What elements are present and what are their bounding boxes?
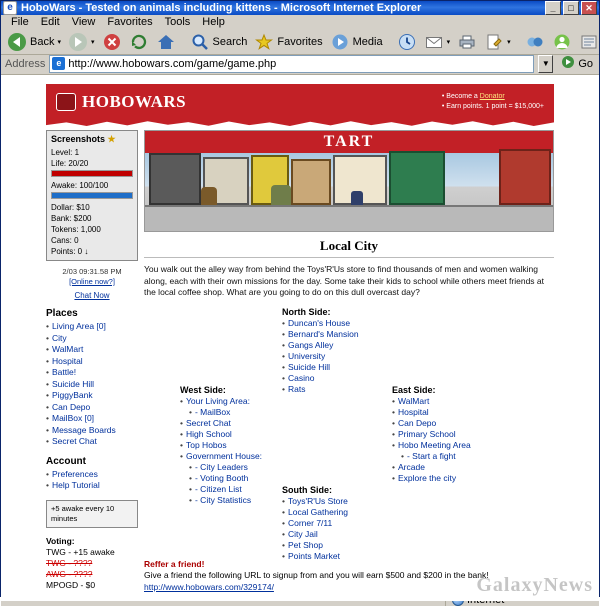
stat-bank: Bank: $200: [51, 214, 92, 223]
stat-tokens: Tokens: 1,000: [51, 225, 101, 234]
banner-promo-line2: • Earn points. 1 point = $15,000+: [441, 103, 544, 110]
building-green: [389, 151, 445, 205]
menu-item-tools[interactable]: Tools: [164, 16, 191, 28]
building-left: [149, 153, 201, 205]
page-content: [46, 130, 554, 593]
zone-link-explore-the-city[interactable]: • Explore the city: [392, 473, 512, 484]
forward-button[interactable]: [65, 30, 98, 54]
online-now-link[interactable]: [Online now?]: [69, 277, 115, 286]
sidebar-item-walmart[interactable]: • WalMart: [46, 344, 138, 356]
address-input[interactable]: [49, 55, 534, 73]
chat-now-link[interactable]: Chat Now: [74, 291, 110, 300]
menu-bar: [1, 15, 599, 30]
banner-promo-pre: • Become a: [441, 93, 478, 100]
zone-link-hospital[interactable]: • Hospital: [392, 407, 512, 418]
places-header: Places: [46, 308, 78, 319]
main-area: [144, 130, 554, 593]
screenshots-header[interactable]: [51, 134, 133, 145]
zone-link-points-market[interactable]: • Points Market: [282, 551, 402, 562]
stat-points: Points: 0 ↓: [51, 247, 89, 256]
forward-chevron-icon[interactable]: ▾: [90, 39, 95, 46]
title-bar: [1, 1, 599, 15]
history-icon: [397, 32, 417, 52]
refresh-icon: [129, 32, 149, 52]
zone-north-header: North Side:: [282, 306, 331, 317]
stat-dollar: Dollar: $10: [51, 203, 90, 212]
sidebar-item-help-tutorial[interactable]: • Help Tutorial: [46, 480, 138, 492]
city-image-banner-text: TART: [145, 131, 553, 153]
minimize-button[interactable]: _: [545, 1, 561, 15]
life-bar: [51, 170, 133, 177]
address-bar: [1, 55, 599, 75]
zone-link-university[interactable]: • University: [282, 351, 402, 362]
sidebar-item-piggybank[interactable]: • PiggyBank: [46, 390, 138, 402]
edit-button[interactable]: [481, 30, 514, 54]
media-button[interactable]: [327, 30, 386, 54]
divider: [144, 257, 554, 258]
star-icon: ★: [107, 134, 116, 144]
back-label: Back: [30, 36, 55, 48]
zone-link-corner-711[interactable]: • Corner 7/11: [282, 518, 402, 529]
page-viewport: [1, 75, 599, 596]
building-tan: [291, 159, 331, 205]
zone-link-casino[interactable]: • Casino: [282, 373, 402, 384]
awake-bar: [51, 192, 133, 199]
voting-item-twg-awake[interactable]: TWG - +15 awake: [46, 546, 115, 557]
refer-url-link[interactable]: http://www.hobowars.com/329174/: [144, 581, 274, 592]
forward-arrow-icon: [68, 32, 88, 52]
zone-east: [392, 385, 512, 484]
zone-link-toysrus-store[interactable]: • Toys'R'Us Store: [282, 496, 402, 507]
messenger-icon: [552, 32, 572, 52]
print-button[interactable]: [454, 30, 480, 54]
stop-icon: [102, 32, 122, 52]
sidebar-item-city[interactable]: • City: [46, 333, 138, 345]
back-arrow-icon: [7, 32, 27, 52]
zone-link-mailbox[interactable]: • - MailBox: [180, 407, 300, 418]
zone-link-secret-chat[interactable]: • Secret Chat: [180, 418, 300, 429]
page-icon: e: [52, 57, 65, 70]
zone-south: [282, 485, 402, 562]
search-icon: [190, 32, 210, 52]
zone-link-duncans-house[interactable]: • Duncan's House: [282, 318, 402, 329]
zone-link-high-school[interactable]: • High School: [180, 429, 300, 440]
zone-link-citizen-list[interactable]: • - Citizen List: [180, 484, 300, 495]
sidebar: [46, 130, 138, 593]
zone-link-city-jail[interactable]: • City Jail: [282, 529, 402, 540]
address-label: Address: [5, 57, 46, 70]
go-button[interactable]: [557, 55, 597, 72]
ie-icon: e: [3, 1, 17, 15]
level-label: Level: 1: [51, 148, 80, 157]
address-url: http://www.hobowars.com/game/game.php: [68, 57, 277, 70]
site-banner: [46, 84, 554, 120]
zone-link-pet-shop[interactable]: • Pet Shop: [282, 540, 402, 551]
edit-icon: [484, 32, 504, 52]
maximize-button[interactable]: □: [563, 1, 579, 15]
account-header: Account: [46, 455, 86, 467]
voting-section: [46, 536, 138, 591]
toolbar: [1, 30, 599, 55]
zone-link-government-house[interactable]: • Government House:: [180, 451, 300, 462]
life-label: Life: 20/20: [51, 159, 89, 168]
discuss-icon: [525, 32, 545, 52]
zone-south-list: [282, 496, 402, 562]
home-icon: [156, 32, 176, 52]
sidebar-item-living-area[interactable]: • Living Area [0]: [46, 321, 138, 333]
research-button[interactable]: [576, 30, 602, 54]
zone-north: [282, 307, 402, 395]
media-icon: [330, 32, 350, 52]
screenshots-label: Screenshots: [51, 134, 106, 144]
sidebar-item-can-depo[interactable]: • Can Depo: [46, 402, 138, 414]
back-button[interactable]: [4, 30, 64, 54]
sidebar-item-secret-chat[interactable]: • Secret Chat: [46, 436, 138, 448]
banner-torn-edge: [46, 120, 554, 126]
city-image: [144, 130, 554, 232]
sidebar-item-hospital[interactable]: • Hospital: [46, 356, 138, 368]
zone-link-suicide-hill[interactable]: • Suicide Hill: [282, 362, 402, 373]
zone-link-bernards-mansion[interactable]: • Bernard's Mansion: [282, 329, 402, 340]
menu-item-file[interactable]: File: [11, 16, 29, 28]
zone-link-top-hobos[interactable]: • Top Hobos: [180, 440, 300, 451]
stat-cans: Cans: 0: [51, 236, 79, 245]
hobowars-page: [1, 84, 599, 601]
zone-link-local-gathering[interactable]: • Local Gathering: [282, 507, 402, 518]
awake-label: Awake: 100/100: [51, 181, 109, 190]
site-logo[interactable]: [56, 92, 186, 112]
search-button[interactable]: [187, 30, 251, 54]
menu-item-edit[interactable]: Edit: [40, 16, 60, 28]
window-controls: [545, 1, 597, 15]
back-chevron-icon[interactable]: ▾: [57, 39, 61, 46]
home-button[interactable]: [153, 30, 179, 54]
zone-west-header: West Side:: [180, 384, 226, 395]
building-red: [499, 149, 551, 205]
donator-link[interactable]: Donator: [479, 93, 505, 100]
sidebar-item-battle[interactable]: • Battle!: [46, 367, 138, 379]
sidebar-item-suicide-hill[interactable]: • Suicide Hill: [46, 379, 138, 391]
zone-link-start-a-fight[interactable]: • - Start a fight: [392, 451, 512, 462]
mail-button[interactable]: [421, 30, 454, 54]
go-label: Go: [578, 57, 593, 70]
account-list: [46, 469, 138, 492]
voting-item-twg[interactable]: TWG - ????: [46, 557, 93, 568]
star-icon: [254, 32, 274, 52]
city-title: Local City: [319, 238, 379, 253]
sidebar-item-preferences[interactable]: • Preferences: [46, 469, 138, 481]
watermark: GalaxyNews: [476, 574, 593, 596]
zone-link-walmart[interactable]: • WalMart: [392, 396, 512, 407]
stop-button[interactable]: [99, 30, 125, 54]
city-description: You walk out the alley way from behind the Toys'R'Us store to find thousands of men and women walking along, each with their own missions for the day. Some take their kids to school while others meet friends at the local coffee shop. What are you going to do on this dull overcast day?: [144, 264, 545, 297]
zone-north-list: [282, 318, 402, 395]
research-icon: [579, 32, 599, 52]
mail-icon: [424, 32, 444, 52]
menu-item-help[interactable]: Help: [202, 16, 225, 28]
address-dropdown-button[interactable]: ▼: [538, 55, 553, 73]
close-button[interactable]: ✕: [581, 1, 597, 15]
refer-header: Reffer a friend!: [144, 558, 205, 569]
city-road: [145, 205, 553, 231]
voting-header: Voting:: [46, 535, 75, 546]
places-list: [46, 321, 138, 448]
messenger-button[interactable]: [549, 30, 575, 54]
zone-link-arcade[interactable]: • Arcade: [392, 462, 512, 473]
server-time: [46, 267, 138, 287]
player-stats-panel: [46, 130, 138, 261]
zone-link-can-depo[interactable]: • Can Depo: [392, 418, 512, 429]
banner-promo-line1: [442, 92, 544, 102]
voting-item-mpogd[interactable]: MPOGD - $0: [46, 579, 96, 590]
timestamp-value: 2/03 09:31.58 PM: [62, 267, 122, 276]
print-icon: [457, 32, 477, 52]
favorites-label: Favorites: [277, 36, 323, 48]
zone-link-primary-school[interactable]: • Primary School: [392, 429, 512, 440]
zone-link-hobo-meeting-area[interactable]: • Hobo Meeting Area: [392, 440, 512, 451]
go-arrow-icon: [561, 55, 575, 72]
zone-south-header: South Side:: [282, 484, 332, 495]
search-label: Search: [212, 36, 248, 48]
history-button[interactable]: [394, 30, 420, 54]
banner-promo: [442, 92, 544, 112]
zone-link-city-leaders[interactable]: • - City Leaders: [180, 462, 300, 473]
menu-item-favorites[interactable]: Favorites: [107, 16, 153, 28]
refer-text: Give a friend the following URL to signup from and you will earn $500 and $200 in the bank!: [144, 570, 489, 580]
zone-link-gangs-alley[interactable]: • Gangs Alley: [282, 340, 402, 351]
refresh-button[interactable]: [126, 30, 152, 54]
awake-regen-note: +5 awake every 10 minutes: [46, 500, 138, 528]
zone-east-header: East Side:: [392, 384, 436, 395]
zone-link-your-living-area[interactable]: • Your Living Area:: [180, 396, 300, 407]
zone-link-city-statistics[interactable]: • - City Statistics: [180, 495, 300, 506]
zone-link-rats[interactable]: • Rats: [282, 384, 402, 395]
mail-chevron-icon[interactable]: ▾: [446, 39, 451, 46]
sidebar-item-mailbox[interactable]: • MailBox [0]: [46, 413, 138, 425]
media-label: Media: [352, 36, 383, 48]
window-title: HoboWars - Tested on animals including kittens - Microsoft Internet Explorer: [21, 2, 422, 14]
sidebar-item-message-boards[interactable]: • Message Boards: [46, 425, 138, 437]
voting-item-awg[interactable]: AWG - ????: [46, 568, 93, 579]
edit-chevron-icon[interactable]: ▾: [507, 39, 511, 46]
zone-columns: [144, 306, 554, 561]
zone-east-list: [392, 396, 512, 484]
menu-item-view[interactable]: View: [71, 16, 96, 28]
zone-link-voting-booth[interactable]: • - Voting Booth: [180, 473, 300, 484]
discuss-button[interactable]: [522, 30, 548, 54]
favorites-button[interactable]: [251, 30, 325, 54]
hobo-face-icon: [56, 93, 76, 111]
site-brand: HOBOWARS: [82, 92, 187, 111]
